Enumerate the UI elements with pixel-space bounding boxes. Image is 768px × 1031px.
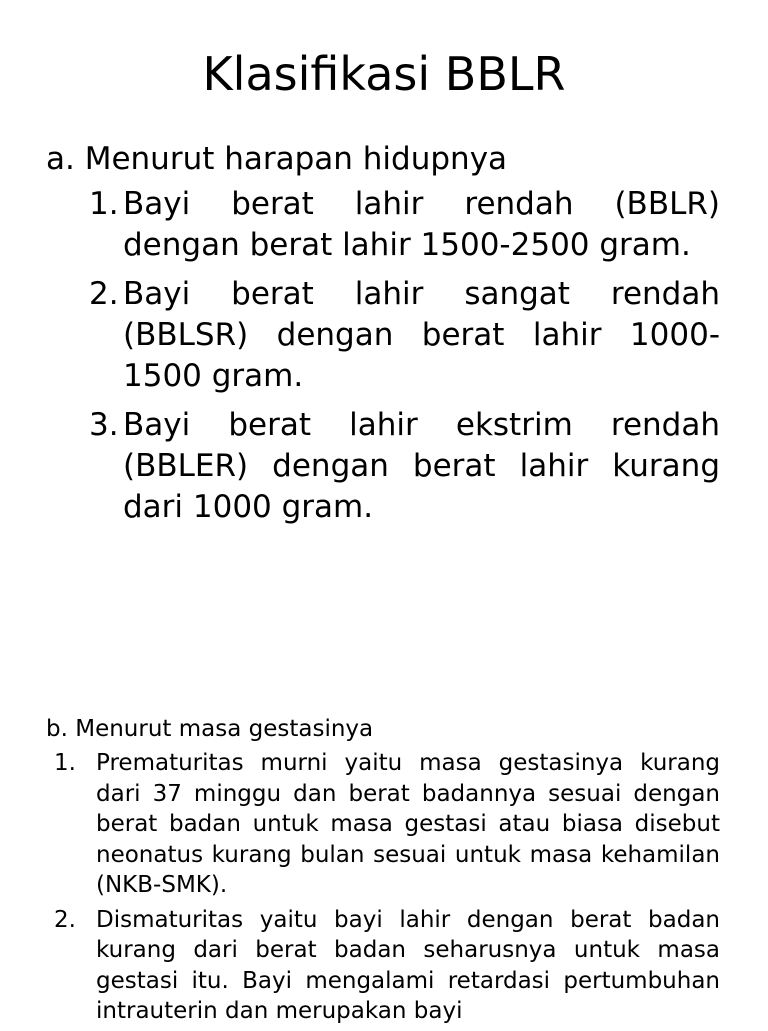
section-a-list xyxy=(46,184,720,528)
list-item-number: 2. xyxy=(89,276,119,312)
section-a xyxy=(46,138,720,536)
list-item-number: 3. xyxy=(89,407,119,443)
list-item-text: Bayi berat lahir sangat rendah (BBLSR) dengan berat lahir 1000-1500 gram. xyxy=(123,276,720,394)
page-title: Klasifikasi BBLR xyxy=(202,47,566,101)
section-b-heading: b. Menurut masa gestasinya xyxy=(46,716,374,742)
list-item xyxy=(46,748,720,901)
list-item-text: Dismaturitas yaitu bayi lahir dengan berat badan kurang dari berat badan seharusnya untuk masa gestasi itu. Bayi mengalami retardasi pertumbuhan intrauterin dan merupakan bayi xyxy=(96,906,720,1024)
list-item xyxy=(46,905,720,1027)
section-a-heading: a. Menurut harapan hidupnya xyxy=(46,141,508,177)
section-b-list xyxy=(46,748,720,1027)
list-item xyxy=(46,274,720,397)
list-item-number: 1. xyxy=(89,186,119,222)
section-b xyxy=(46,714,720,1031)
list-item-text: Prematuritas murni yaitu masa gestasinya kurang dari 37 minggu dan berat badannya sesuai dengan berat badan untuk masa gestasi atau biasa disebut neonatus kurang bulan sesuai untuk masa kehamilan (NKB-SMK). xyxy=(96,750,720,898)
list-item-number: 1. xyxy=(54,750,76,776)
list-item-number: 2. xyxy=(54,906,76,933)
list-item xyxy=(46,405,720,528)
list-item-text: Bayi berat lahir ekstrim rendah (BBLER) dengan berat lahir kurang dari 1000 gram. xyxy=(123,407,720,525)
list-item xyxy=(46,184,720,266)
list-item-text: Bayi berat lahir rendah (BBLR) dengan berat lahir 1500-2500 gram. xyxy=(123,186,720,263)
